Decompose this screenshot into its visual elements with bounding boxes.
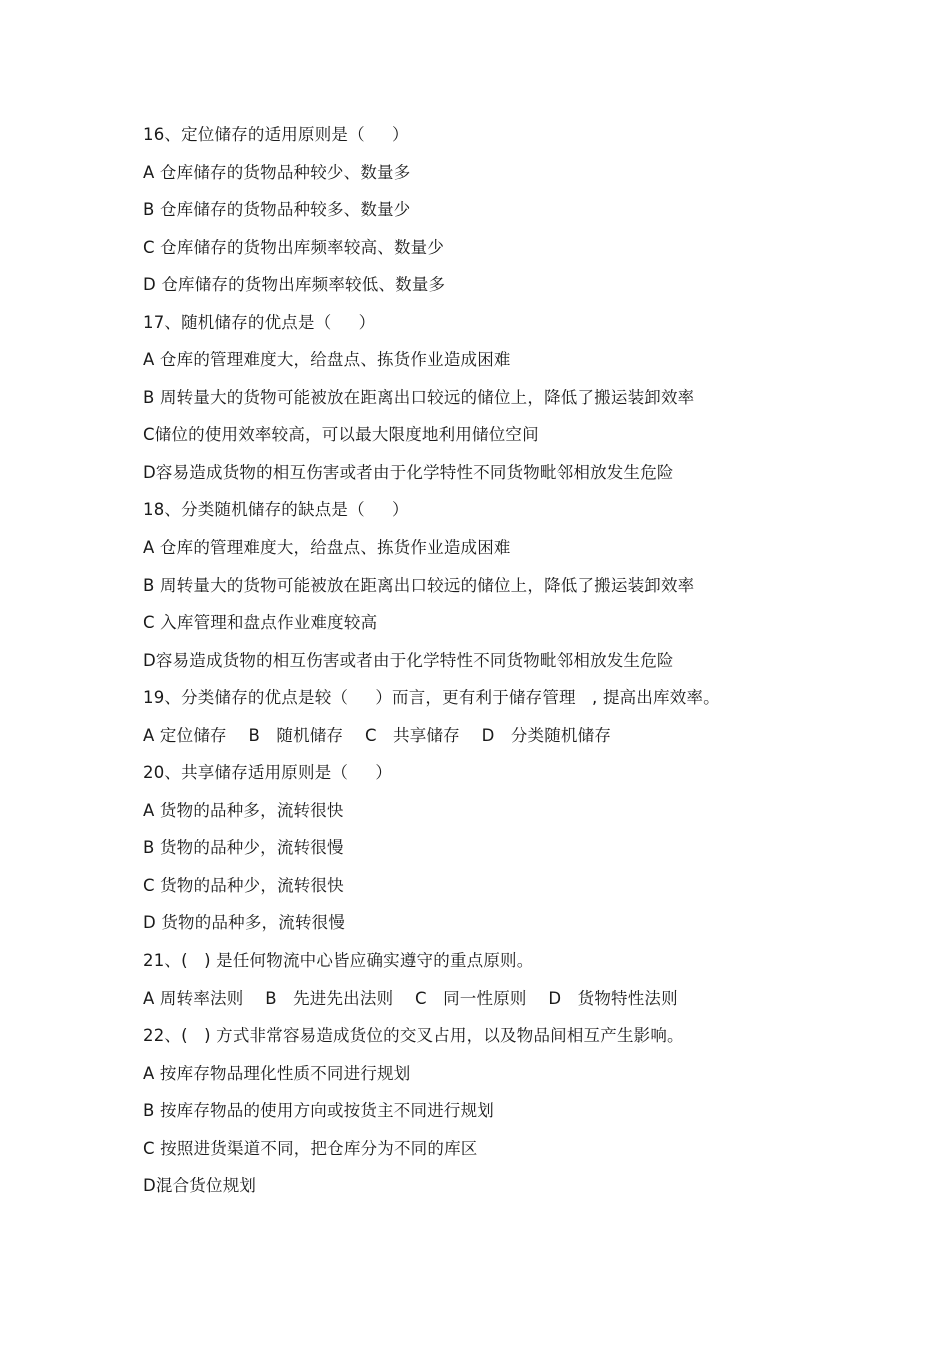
question-16-option-b: B 仓库储存的货物品种较多、数量少 xyxy=(143,200,411,220)
question-22-option-b: B 按库存物品的使用方向或按货主不同进行规划 xyxy=(143,1101,494,1121)
question-18-option-d: D容易造成货物的相互伤害或者由于化学特性不同货物毗邻相放发生危险 xyxy=(143,650,674,670)
question-19-options: A 定位储存 B 随机储存 C 共享储存 D 分类随机储存 xyxy=(143,725,612,745)
question-18-option-b: B 周转量大的货物可能被放在距离出口较远的储位上，降低了搬运装卸效率 xyxy=(143,575,695,595)
question-20-option-c: C 货物的品种少，流转很快 xyxy=(143,875,344,895)
question-text-block xyxy=(143,121,923,1210)
question-16-stem: 16、定位储存的适用原则是（ ） xyxy=(143,125,409,144)
question-17-option-b: B 周转量大的货物可能被放在距离出口较远的储位上，降低了搬运装卸效率 xyxy=(143,387,695,407)
question-16-option-c: C 仓库储存的货物出库频率较高、数量少 xyxy=(143,237,445,257)
question-16-option-d: D 仓库储存的货物出库频率较低、数量多 xyxy=(143,275,446,295)
question-20-option-a: A 货物的品种多，流转很快 xyxy=(143,800,344,820)
question-20-option-d: D 货物的品种多，流转很慢 xyxy=(143,913,346,933)
question-19-stem: 19、分类储存的优点是较（ ）而言，更有利于储存管理 , 提高出库效率。 xyxy=(143,688,720,708)
question-22-option-d: D混合货位规划 xyxy=(143,1176,257,1196)
question-22-option-c: C 按照进货渠道不同，把仓库分为不同的库区 xyxy=(143,1138,478,1158)
question-21-stem: 21、( ) 是任何物流中心皆应确实遵守的重点原则。 xyxy=(143,951,534,971)
question-17-option-c: C储位的使用效率较高，可以最大限度地利用储位空间 xyxy=(143,425,539,445)
question-18-option-a: A 仓库的管理难度大，给盘点、拣货作业造成困难 xyxy=(143,538,511,558)
question-17-stem: 17、随机储存的优点是（ ） xyxy=(143,312,376,332)
question-17-option-a: A 仓库的管理难度大，给盘点、拣货作业造成困难 xyxy=(143,350,511,370)
question-18-stem: 18、分类随机储存的缺点是（ ） xyxy=(143,500,409,520)
question-22-stem: 22、( ) 方式非常容易造成货位的交叉占用，以及物品间相互产生影响。 xyxy=(143,1026,684,1046)
question-20-stem: 20、共享储存适用原则是（ ） xyxy=(143,763,393,783)
question-18-option-c: C 入库管理和盘点作业难度较高 xyxy=(143,613,378,633)
question-22-option-a: A 按库存物品理化性质不同进行规划 xyxy=(143,1063,411,1083)
question-17-option-d: D容易造成货物的相互伤害或者由于化学特性不同货物毗邻相放发生危险 xyxy=(143,462,674,482)
question-20-option-b: B 货物的品种少，流转很慢 xyxy=(143,838,344,858)
question-21-options: A 周转率法则 B 先进先出法则 C 同一性原则 D 货物特性法则 xyxy=(143,988,678,1008)
question-16-option-a: A 仓库储存的货物品种较少、数量多 xyxy=(143,162,411,182)
